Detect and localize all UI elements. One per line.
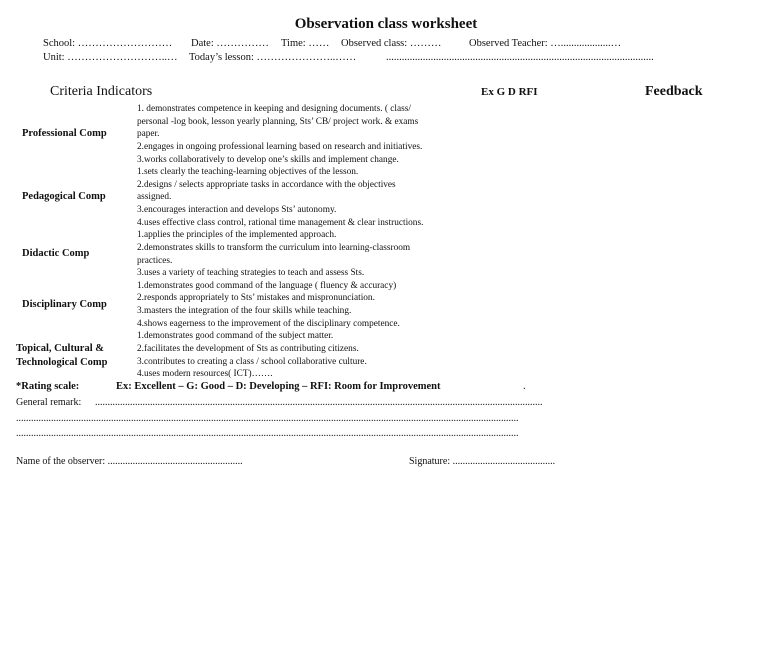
- school-field: School: ………………………: [43, 38, 173, 49]
- category-topical-cultural-technological: Topical, Cultural & Technological Comp: [16, 343, 108, 368]
- criteria-line: 1. demonstrates competence in keeping and designing documents. ( class/: [137, 104, 411, 114]
- criteria-line: 4.uses modern resources( ICT)…….: [137, 369, 273, 380]
- criteria-line: 3.masters the integration of the four skills while teaching.: [137, 306, 352, 317]
- criteria-line: 3.works collaboratively to develop one’s skills and implement change.: [137, 154, 399, 165]
- criteria-line: personal -log book, lesson yearly planning, Sts’ CB/ project work. & exams: [137, 116, 419, 127]
- rating-scale-text: Ex: Excellent – G: Good – D: Developing – RFI: Room for Improvement: [116, 381, 441, 392]
- general-remark-label: General remark:: [16, 397, 82, 408]
- criteria-line: 2.designs / selects appropriate tasks in accordance with the objectives: [137, 179, 396, 190]
- lesson-line: ......................................................................................................: [386, 52, 654, 63]
- category-didactic: Didactic Comp: [22, 248, 90, 259]
- criteria-line: 3.uses a variety of teaching strategies to teach and assess Sts.: [137, 268, 365, 279]
- criteria-line: 2.facilitates the development of Sts as contributing citizens.: [137, 343, 359, 354]
- observed-class-field: Observed class: ………: [341, 38, 442, 49]
- feedback-column-header: Feedback: [645, 84, 703, 99]
- criteria-line: 1.demonstrates good command of the language ( fluency & accuracy): [137, 280, 397, 291]
- category-pedagogical: Pedagogical Comp: [22, 191, 106, 202]
- criteria-line: 1.sets clearly the teaching-learning objectives of the lesson.: [137, 167, 359, 178]
- unit-field: Unit: ………………………..…: [43, 52, 178, 63]
- page-title: Observation class worksheet: [294, 16, 478, 32]
- criteria-line: practices.: [137, 255, 173, 266]
- general-remark-line-1: ...................................................................................................................................................................................: [95, 397, 543, 408]
- category-disciplinary: Disciplinary Comp: [22, 299, 107, 310]
- criteria-line: 2.responds appropriately to Sts’ mistakes and mispronunciation.: [137, 293, 375, 304]
- criteria-line: 4.shows eagerness to the improvement of the disciplinary competence.: [137, 318, 400, 329]
- general-remark-line-3: .........................................................................................................................................................................................................: [16, 428, 519, 439]
- todays-lesson-field: Today’s lesson: …………………..……: [189, 52, 357, 63]
- criteria-line: 1.applies the principles of the implemented approach.: [137, 230, 337, 241]
- criteria-line: paper.: [137, 129, 160, 140]
- criteria-line: 3.encourages interaction and develops Sts’ autonomy.: [137, 205, 337, 216]
- criteria-line: 3.contributes to creating a class / school collaborative culture.: [137, 356, 367, 367]
- observed-teacher-field: Observed Teacher: …...................…: [469, 38, 622, 49]
- rating-column-header: Ex G D RFI: [481, 86, 538, 98]
- rating-scale-label: *Rating scale:: [16, 381, 80, 392]
- criteria-line: 2.demonstrates skills to transform the curriculum into learning-classroom: [137, 242, 411, 253]
- time-field: Time: ……: [281, 38, 330, 49]
- date-field: Date: ……………: [191, 38, 269, 49]
- criteria-line: 2.engages in ongoing professional learning based on research and initiatives.: [137, 141, 423, 152]
- criteria-column-header: Criteria Indicators: [50, 84, 153, 99]
- criteria-line: 4.uses effective class control, rational time management & clear instructions.: [137, 217, 424, 228]
- criteria-line: 1.demonstrates good command of the subject matter.: [137, 331, 334, 342]
- signature-field: Signature: .........................................: [409, 456, 556, 467]
- criteria-line: assigned.: [137, 192, 172, 203]
- general-remark-line-2: .........................................................................................................................................................................................................: [16, 413, 519, 424]
- rating-scale-trail: .: [523, 381, 526, 392]
- observer-name-field: Name of the observer: ......................................................: [16, 456, 243, 467]
- category-professional: Professional Comp: [22, 128, 107, 139]
